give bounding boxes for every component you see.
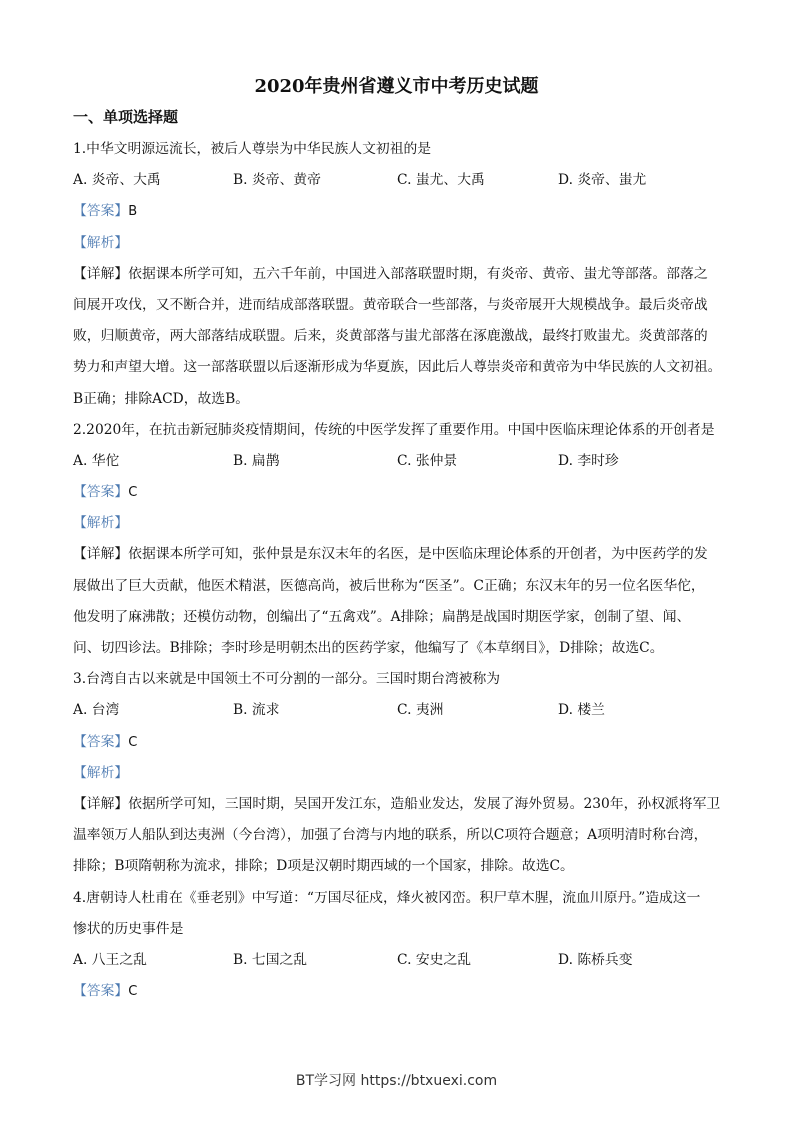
question-stem: 惨状的历史事件是 bbox=[73, 920, 184, 937]
explanation-line: 温率领万人船队到达夷洲（今台湾），加强了台湾与内地的联系，所以C项符合题意；A项明清时称台湾， bbox=[73, 827, 708, 844]
option-d: D. 陈桥兵变 bbox=[558, 951, 633, 968]
explanation-line: 【详解】依据课本所学可知，张仲景是东汉末年的名医，是中医临床理论体系的开创者，为中医药学的发 bbox=[73, 546, 708, 563]
explanation-line: 【详解】依据课本所学可知，五六千年前，中国进入部落联盟时期，有炎帝、黄帝、蚩尤等部落。部落之 bbox=[73, 265, 708, 282]
analysis-label: 【解析】 bbox=[73, 234, 129, 251]
analysis-line bbox=[73, 228, 723, 259]
option-b: B. 扁鹊 bbox=[233, 452, 280, 469]
option-c: C. 张仲景 bbox=[397, 452, 458, 469]
explanation-line: B正确；排除ACD，故选B。 bbox=[73, 390, 250, 407]
footer-watermark: BT学习网 https://btxuexi.com bbox=[295, 1073, 498, 1089]
section-heading: 一、单项选择题 bbox=[73, 108, 179, 126]
explanation-line: 展做出了巨大贡献，他医术精湛，医德高尚，被后世称为“医圣”。C正确；东汉末年的另一位名医华佗， bbox=[73, 577, 705, 594]
option-a: A. 八王之乱 bbox=[73, 951, 147, 968]
explanation-line: 【详解】依据所学可知，三国时期，吴国开发江东，造船业发达，发展了海外贸易。230年，孙权派将军卫 bbox=[73, 795, 721, 812]
answer-label: 【答案】 bbox=[73, 203, 129, 220]
question-stem: 4.唐朝诗人杜甫在《垂老别》中写道：“万国尽征戍，烽火被冈峦。积尸草木腥，流血川原丹。”造成这一 bbox=[73, 889, 701, 906]
options-row bbox=[73, 165, 723, 196]
option-a: A. 华佗 bbox=[73, 452, 120, 469]
option-a: A. 炎帝、大禹 bbox=[73, 172, 161, 189]
analysis-label: 【解析】 bbox=[73, 515, 129, 532]
answer-value: C bbox=[128, 734, 138, 750]
answer-value: C bbox=[128, 485, 138, 501]
answer-label: 【答案】 bbox=[73, 983, 129, 1000]
explanation-line: 他发明了麻沸散；还模仿动物，创编出了“五禽戏”。A排除；扁鹊是战国时期医学家，创制了望、闻、 bbox=[73, 608, 691, 625]
explanation-line: 间展开攻伐，又不断合并，进而结成部落联盟。黄帝联合一些部落，与炎帝展开大规模战争。最后炎帝战 bbox=[73, 296, 708, 313]
question-stem: 1.中华文明源远流长，被后人尊崇为中华民族人文初祖的是 bbox=[73, 141, 432, 157]
option-d: D. 炎帝、蚩尤 bbox=[558, 172, 647, 189]
explanation-line: 排除；B项隋朝称为流求，排除；D项是汉朝时期西域的一个国家，排除。故选C。 bbox=[73, 858, 574, 875]
options-row bbox=[73, 695, 723, 726]
page-title: 2020年贵州省遵义市中考历史试题 bbox=[254, 76, 539, 97]
answer-label: 【答案】 bbox=[73, 484, 129, 501]
explanation-line: 势力和声望大增。这一部落联盟以后逐渐形成为华夏族，因此后人尊崇炎帝和黄帝为中华民族的人文初祖。 bbox=[73, 359, 722, 376]
analysis-line bbox=[73, 508, 723, 539]
answer-label: 【答案】 bbox=[73, 733, 129, 750]
answer-line bbox=[73, 727, 723, 758]
question-stem: 2.2020年，在抗击新冠肺炎疫情期间，传统的中医学发挥了重要作用。中国中医临床理论体系的开创者是 bbox=[73, 421, 715, 438]
answer-line bbox=[73, 196, 723, 227]
explanation-line: 问、切四诊法。B排除；李时珍是明朝杰出的医药学家，他编写了《本草纲目》，D排除；故选C。 bbox=[73, 640, 664, 656]
answer-line bbox=[73, 477, 723, 508]
answer-line bbox=[73, 976, 723, 1007]
option-c: C. 夷洲 bbox=[397, 702, 444, 719]
explanation-line: 败，归顺黄帝，两大部落结成联盟。后来，炎黄部落与蚩尤部落在涿鹿激战，最终打败蚩尤。炎黄部落的 bbox=[73, 328, 708, 345]
option-b: B. 七国之乱 bbox=[233, 951, 308, 968]
option-a: A. 台湾 bbox=[73, 702, 120, 719]
analysis-label: 【解析】 bbox=[73, 764, 129, 781]
answer-value: C bbox=[128, 984, 138, 1000]
option-d: D. 楼兰 bbox=[558, 702, 605, 719]
option-d: D. 李时珍 bbox=[558, 452, 619, 469]
option-c: C. 安史之乱 bbox=[397, 951, 472, 968]
analysis-line bbox=[73, 758, 723, 789]
options-row bbox=[73, 945, 723, 976]
question-list bbox=[73, 134, 723, 1007]
question-stem: 3.台湾自古以来就是中国领土不可分割的一部分。三国时期台湾被称为 bbox=[73, 671, 501, 688]
option-b: B. 炎帝、黄帝 bbox=[233, 172, 321, 189]
option-c: C. 蚩尤、大禹 bbox=[397, 172, 485, 189]
options-row bbox=[73, 446, 723, 477]
answer-value: B bbox=[128, 204, 138, 220]
option-b: B. 流求 bbox=[233, 702, 280, 719]
